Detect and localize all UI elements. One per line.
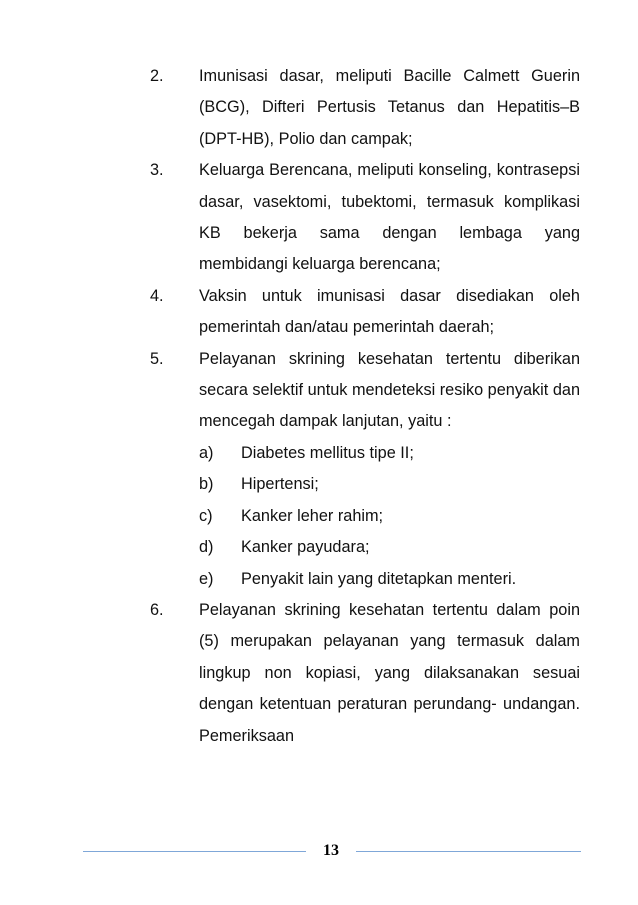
- sub-list-item-text: Hipertensi;: [241, 475, 319, 494]
- list-item-number: 4.: [150, 286, 164, 305]
- list-item-text: Pelayanan skrining kesehatan tertentu diberikan secara selektif untuk mendeteksi resiko penyakit dan mencegah dampak lanjutan, yaitu :: [199, 349, 581, 431]
- list-item-number: 5.: [150, 349, 164, 368]
- sub-list-item-letter: b): [199, 475, 214, 494]
- list-item: [150, 595, 580, 752]
- list-item-text: Vaksin untuk imunisasi dasar disediakan oleh pemerintah dan/atau pemerintah daerah;: [199, 286, 580, 337]
- sub-list-item-letter: a): [199, 443, 214, 462]
- list-item: [150, 61, 580, 155]
- sub-list-item: [199, 469, 580, 500]
- sub-list-item-letter: e): [199, 569, 214, 588]
- sub-list-item: [199, 438, 580, 469]
- list-item: [150, 155, 580, 281]
- list-item-text: Pelayanan skrining kesehatan tertentu dalam poin (5) merupakan pelayanan yang termasuk dalam lingkup non kopiasi, yang dilaksanakan sesuai dengan ketentuan peraturan perundang- undangan. Pemeriksaan: [199, 600, 580, 745]
- sub-list-item-letter: c): [199, 506, 213, 525]
- list-item-text: Imunisasi dasar, meliputi Bacille Calmett Guerin (BCG), Difteri Pertusis Tetanus dan Hepatitis–B (DPT-HB), Polio dan campak;: [199, 67, 580, 148]
- page-number: 13: [323, 842, 339, 859]
- sub-list-item-text: Diabetes mellitus tipe II;: [241, 443, 414, 462]
- footer-rule-left: [83, 851, 306, 852]
- sub-list-item-letter: d): [199, 538, 214, 557]
- sub-list-item-text: Penyakit lain yang ditetapkan menteri.: [241, 569, 517, 588]
- list-item: [150, 344, 580, 595]
- list-item: [150, 281, 580, 344]
- sub-list-item: [199, 501, 580, 532]
- list-item-number: 2.: [150, 67, 164, 85]
- list-item-number: 6.: [150, 600, 164, 619]
- footer-rule-right: [356, 851, 581, 852]
- sub-list-item: [199, 564, 580, 595]
- numbered-list: [150, 61, 580, 752]
- sub-list-item-text: Kanker leher rahim;: [241, 506, 384, 525]
- sub-list-item: [199, 532, 580, 563]
- list-item-number: 3.: [150, 161, 164, 180]
- sub-list-item-text: Kanker payudara;: [241, 538, 370, 557]
- list-item-text: Keluarga Berencana, meliputi konseling, kontrasepsi dasar, vasektomi, tubektomi, termasuk komplikasi KB bekerja sama dengan lembaga yang membidangi keluarga berencana;: [199, 161, 580, 274]
